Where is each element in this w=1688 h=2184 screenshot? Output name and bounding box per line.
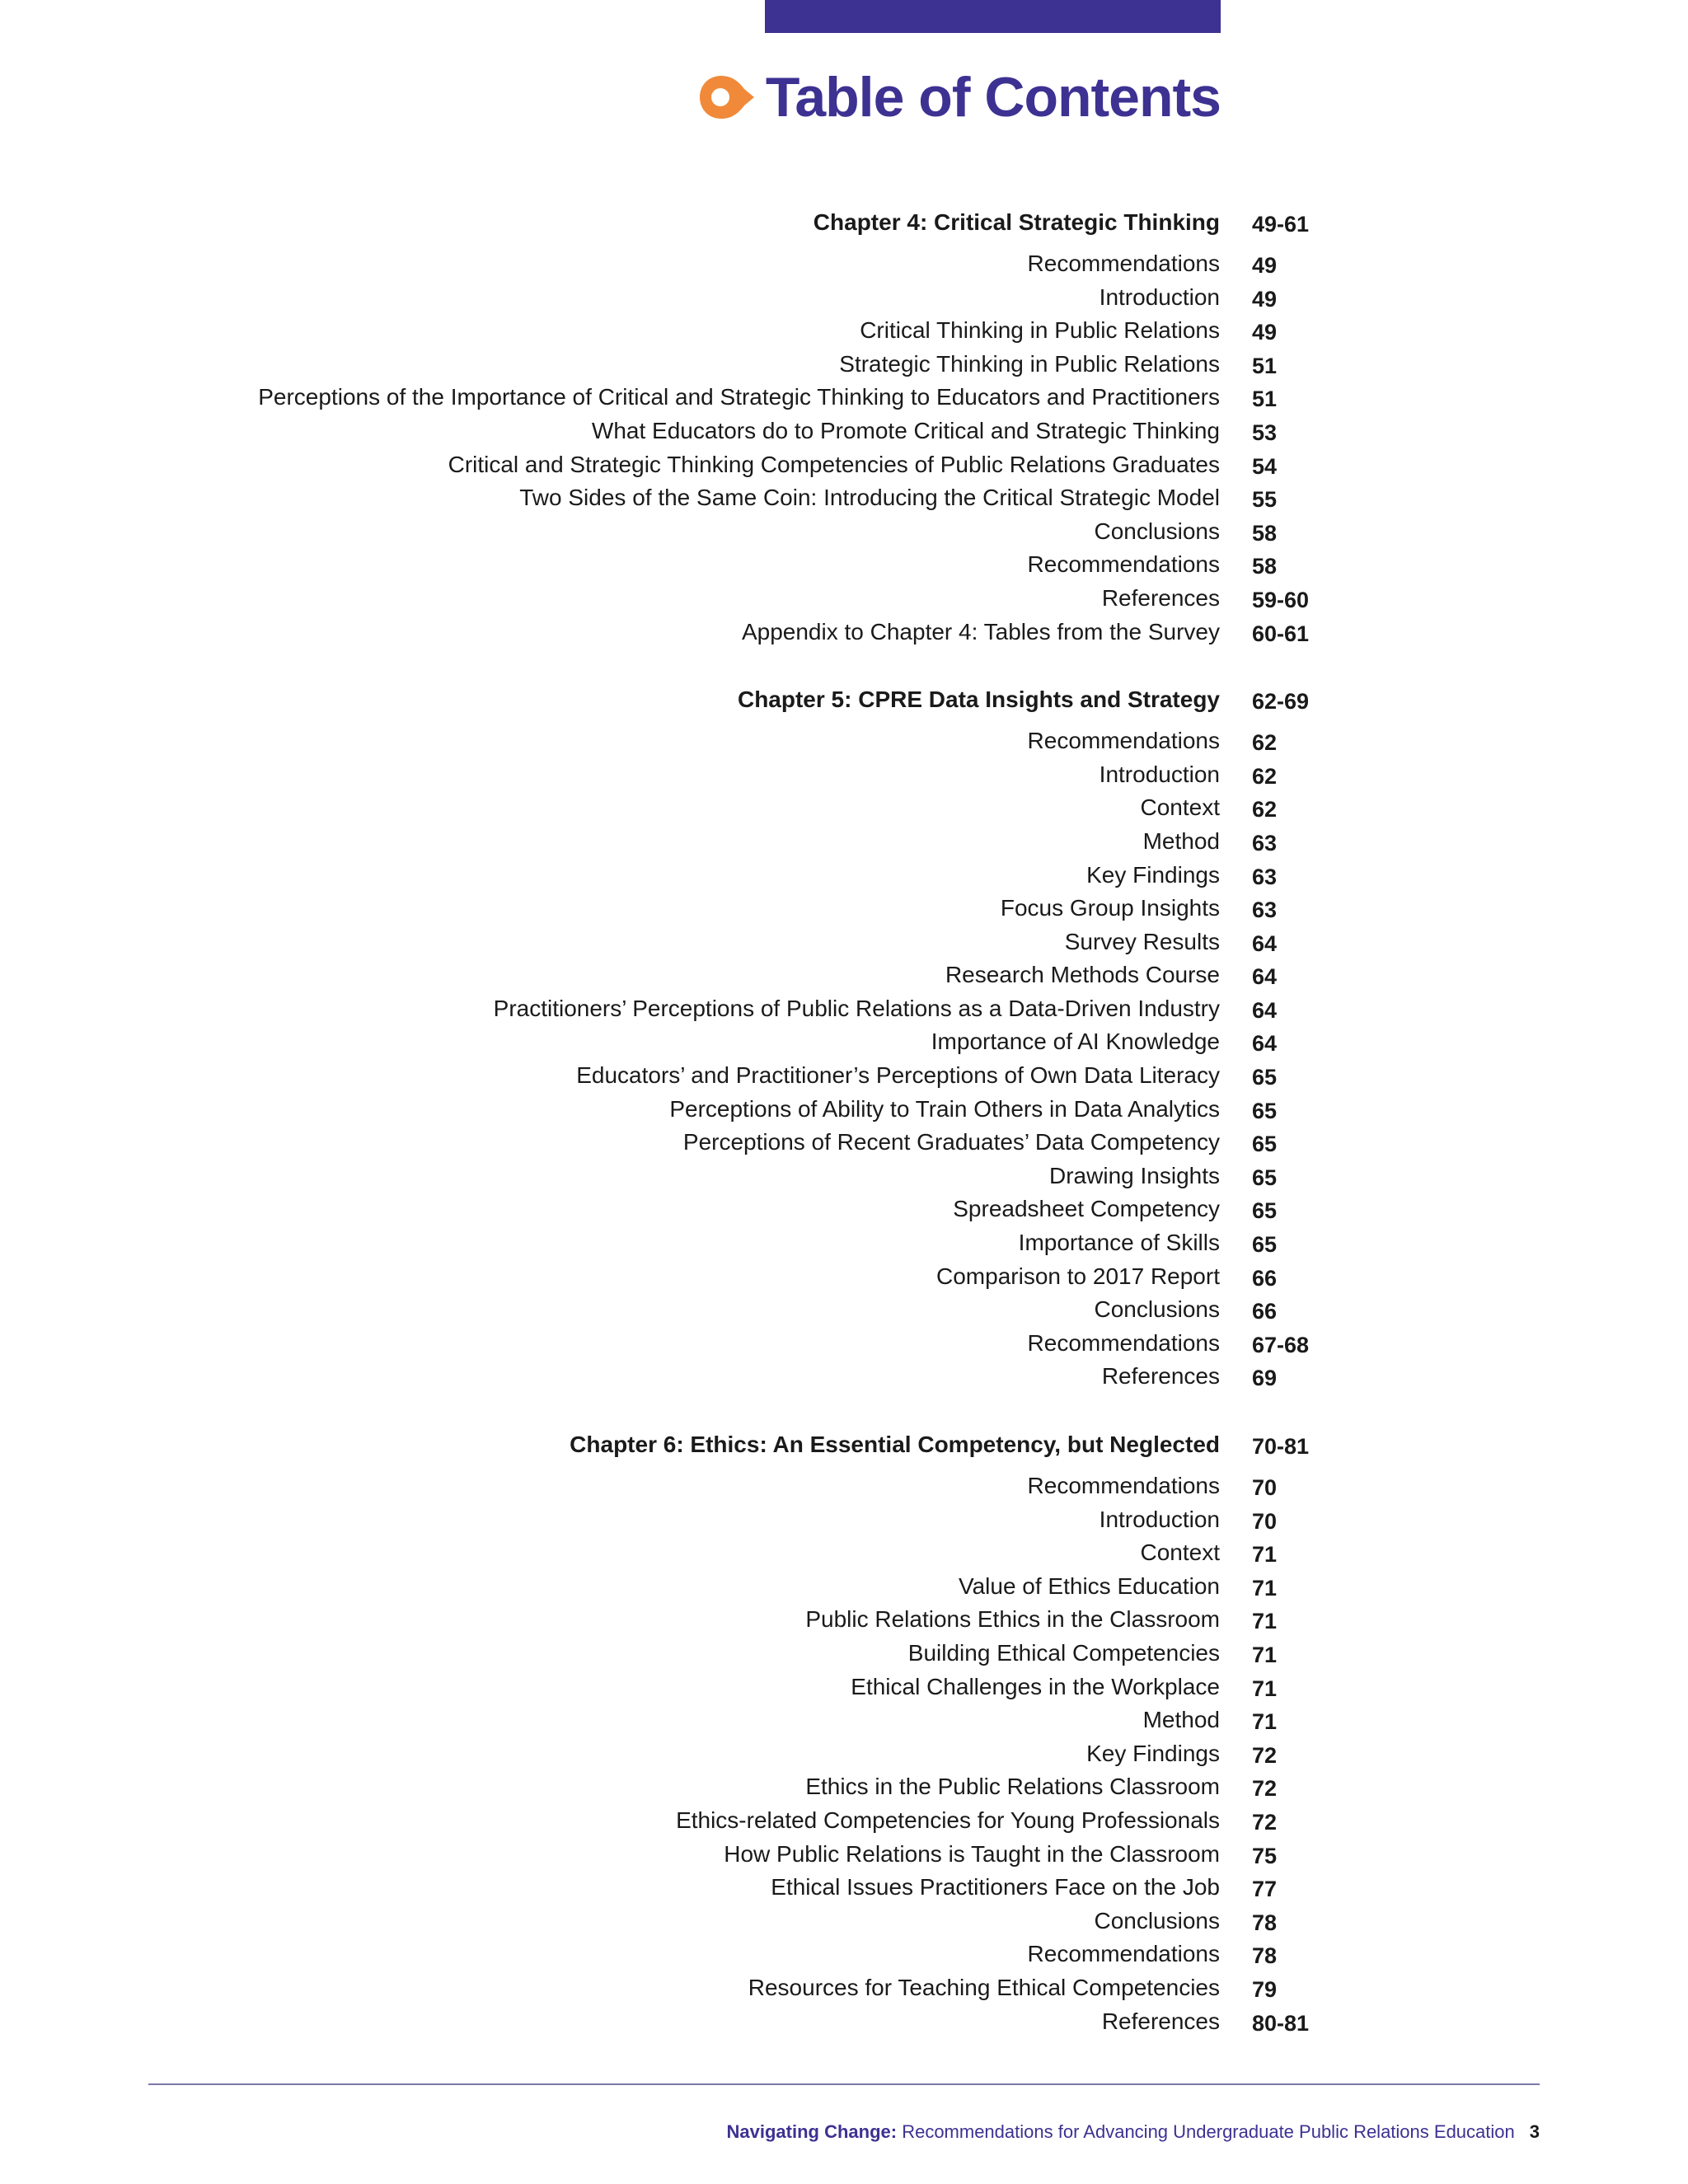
toc-entry-title: Perceptions of the Importance of Critical and Strategic Thinking to Educators and Practitioners bbox=[258, 384, 1220, 410]
toc-entry-title: Spreadsheet Competency bbox=[953, 1196, 1220, 1222]
toc-entry-page: 64 bbox=[1252, 997, 1278, 1023]
toc-entry-title: Ethics-related Competencies for Young Professionals bbox=[676, 1807, 1220, 1833]
toc-entry-page: 67-68 bbox=[1252, 1332, 1310, 1357]
toc-entry-page: 59-60 bbox=[1252, 587, 1310, 612]
toc-entry-title: Method bbox=[1142, 1707, 1220, 1733]
toc-entry[interactable] bbox=[0, 1871, 1688, 1905]
toc-entry-page: 64 bbox=[1252, 930, 1278, 956]
toc-entry[interactable] bbox=[0, 1260, 1688, 1294]
toc-entry-page: 54 bbox=[1252, 453, 1278, 479]
chapter-page-range: 70-81 bbox=[1252, 1434, 1310, 1459]
toc-entry-title: Ethics in the Public Relations Classroom bbox=[805, 1774, 1220, 1800]
chapter-page-range: 62-69 bbox=[1252, 689, 1310, 715]
toc-entry-title: Key Findings bbox=[1086, 1740, 1220, 1766]
toc-entry-page: 75 bbox=[1252, 1843, 1278, 1868]
toc-entry-page: 49 bbox=[1252, 253, 1278, 278]
toc-entry-page: 51 bbox=[1252, 387, 1278, 412]
toc-entry-title: How Public Relations is Taught in the Classroom bbox=[724, 1840, 1220, 1867]
toc-entry-title: Recommendations bbox=[1027, 251, 1220, 276]
toc-entry-title: Focus Group Insights bbox=[1000, 895, 1220, 921]
toc-entry-title: What Educators do to Promote Critical and Strategic Thinking bbox=[591, 417, 1220, 443]
chapter-title: Chapter 5: CPRE Data Insights and Strategy bbox=[737, 687, 1220, 713]
toc-entry-title: Recommendations bbox=[1027, 1473, 1220, 1498]
toc-entry-page: 80-81 bbox=[1252, 2010, 1310, 2036]
toc-entry-page: 71 bbox=[1252, 1709, 1278, 1735]
toc-entry-page: 72 bbox=[1252, 1742, 1278, 1768]
toc-entry[interactable] bbox=[0, 1637, 1688, 1671]
toc-entry-page: 69 bbox=[1252, 1366, 1278, 1391]
toc-entry-title: Introduction bbox=[1099, 1506, 1220, 1532]
page-footer bbox=[727, 2120, 1540, 2144]
toc-entry[interactable] bbox=[0, 616, 1688, 649]
toc-entry-page: 66 bbox=[1252, 1265, 1278, 1291]
toc-entry-title: References bbox=[1101, 1363, 1220, 1390]
toc-entry-title: Context bbox=[1140, 794, 1220, 821]
toc-chapter-section bbox=[0, 1428, 1688, 2038]
toc-entry-page: 78 bbox=[1252, 1910, 1278, 1935]
toc-entry-page: 51 bbox=[1252, 353, 1278, 378]
toc-entry-title: Introduction bbox=[1099, 761, 1220, 787]
toc-entry-title: Conclusions bbox=[1094, 1296, 1220, 1323]
toc-entry-title: Recommendations bbox=[1027, 551, 1220, 578]
toc-entry-page: 72 bbox=[1252, 1809, 1278, 1835]
toc-entry[interactable] bbox=[0, 1469, 1688, 1503]
toc-entry-title: Critical Thinking in Public Relations bbox=[860, 317, 1220, 344]
chapter-title: Chapter 4: Critical Strategic Thinking bbox=[813, 209, 1220, 235]
footer-divider bbox=[148, 2083, 1540, 2085]
toc-entry[interactable] bbox=[0, 1536, 1688, 1570]
toc-entry[interactable] bbox=[0, 1025, 1688, 1059]
toc-entry-title: Method bbox=[1142, 827, 1220, 854]
toc-entry[interactable] bbox=[0, 892, 1688, 926]
toc-entry-title: References bbox=[1101, 584, 1220, 611]
toc-entry[interactable] bbox=[0, 1160, 1688, 1193]
toc-entry[interactable] bbox=[0, 481, 1688, 515]
toc-entry[interactable] bbox=[0, 1737, 1688, 1771]
toc-entry-title: Drawing Insights bbox=[1049, 1162, 1220, 1188]
toc-entry[interactable] bbox=[0, 348, 1688, 382]
toc-entry-title: Value of Ethics Education bbox=[958, 1572, 1220, 1599]
toc-entry[interactable] bbox=[0, 1059, 1688, 1093]
toc-entry-title: Public Relations Ethics in the Classroom bbox=[805, 1606, 1220, 1633]
toc-entry-title: Strategic Thinking in Public Relations bbox=[839, 350, 1220, 377]
toc-entry-page: 63 bbox=[1252, 830, 1278, 855]
toc-entry[interactable] bbox=[0, 1938, 1688, 1971]
toc-entry[interactable] bbox=[0, 992, 1688, 1026]
toc-entry[interactable] bbox=[0, 582, 1688, 616]
toc-entry-page: 62 bbox=[1252, 730, 1278, 756]
toc-entry-page: 64 bbox=[1252, 1031, 1278, 1057]
toc-entry-page: 71 bbox=[1252, 1542, 1278, 1568]
toc-entry[interactable] bbox=[0, 825, 1688, 859]
toc-entry-page: 58 bbox=[1252, 520, 1278, 546]
toc-entry[interactable] bbox=[0, 1971, 1688, 2005]
toc-entry-title: Key Findings bbox=[1086, 861, 1220, 888]
toc-entry-title: Survey Results bbox=[1064, 928, 1220, 954]
toc-entry[interactable] bbox=[0, 1671, 1688, 1704]
toc-entry-title: Practitioners’ Perceptions of Public Relations as a Data-Driven Industry bbox=[493, 995, 1220, 1021]
toc-entry[interactable] bbox=[0, 1704, 1688, 1737]
toc-entry-page: 49 bbox=[1252, 286, 1278, 312]
toc-entry-title: Recommendations bbox=[1027, 728, 1220, 754]
toc-entry-title: Conclusions bbox=[1094, 518, 1220, 544]
toc-entry-title: Ethical Issues Practitioners Face on the Job bbox=[771, 1874, 1220, 1900]
toc-entry[interactable] bbox=[0, 247, 1688, 281]
toc-chapter-heading[interactable] bbox=[0, 1428, 1688, 1469]
header-accent-bar bbox=[765, 0, 1221, 33]
toc-entry[interactable] bbox=[0, 1193, 1688, 1226]
toc-entry-page: 65 bbox=[1252, 1065, 1278, 1090]
toc-entry[interactable] bbox=[0, 1293, 1688, 1327]
chapter-title: Chapter 6: Ethics: An Essential Competency, but Neglected bbox=[570, 1432, 1220, 1457]
toc-entry[interactable] bbox=[0, 1570, 1688, 1604]
footer-report-subtitle: Recommendations for Advancing Undergraduate Public Relations Education bbox=[897, 2121, 1515, 2142]
toc-entry[interactable] bbox=[0, 1503, 1688, 1537]
toc-entry-page: 65 bbox=[1252, 1198, 1278, 1224]
toc-entry-page: 71 bbox=[1252, 1609, 1278, 1634]
toc-chapter-heading[interactable] bbox=[0, 683, 1688, 724]
toc-entry[interactable] bbox=[0, 1603, 1688, 1637]
title-block bbox=[696, 56, 1221, 138]
toc-entry-title: Importance of Skills bbox=[1018, 1230, 1220, 1256]
toc-entry[interactable] bbox=[0, 548, 1688, 582]
toc-entry-page: 55 bbox=[1252, 487, 1278, 513]
toc-entry[interactable] bbox=[0, 859, 1688, 893]
toc-entry-title: Perceptions of Recent Graduates’ Data Competency bbox=[682, 1129, 1220, 1155]
location-pin-icon bbox=[696, 73, 756, 122]
footer-report-title: Navigating Change: bbox=[726, 2121, 898, 2142]
toc-entry[interactable] bbox=[0, 926, 1688, 959]
toc-entry-title: Conclusions bbox=[1094, 1907, 1220, 1933]
toc-entry-page: 79 bbox=[1252, 1976, 1278, 2002]
toc-entry[interactable] bbox=[0, 1770, 1688, 1804]
toc-entry-title: Resources for Teaching Ethical Competencies bbox=[748, 1974, 1220, 2000]
toc-entry[interactable] bbox=[0, 448, 1688, 482]
toc-entry[interactable] bbox=[0, 281, 1688, 315]
toc-entry[interactable] bbox=[0, 1905, 1688, 1938]
toc-entry-page: 77 bbox=[1252, 1877, 1278, 1902]
toc-entry-page: 65 bbox=[1252, 1132, 1278, 1157]
toc-entry[interactable] bbox=[0, 381, 1688, 415]
toc-entry-title: Appendix to Chapter 4: Tables from the Survey bbox=[741, 618, 1220, 644]
toc-entry-title: Two Sides of the Same Coin: Introducing the Critical Strategic Model bbox=[519, 485, 1220, 511]
toc-entry-page: 71 bbox=[1252, 1642, 1278, 1667]
toc-entry[interactable] bbox=[0, 1093, 1688, 1127]
toc-entry-title: Recommendations bbox=[1027, 1941, 1220, 1967]
chapter-page-range: 49-61 bbox=[1252, 212, 1310, 237]
toc-entry[interactable] bbox=[0, 758, 1688, 792]
toc-entry-page: 63 bbox=[1252, 864, 1278, 889]
toc-entry[interactable] bbox=[0, 958, 1688, 992]
toc-entry-page: 53 bbox=[1252, 419, 1278, 445]
toc-entry-title: Building Ethical Competencies bbox=[907, 1639, 1220, 1666]
toc-entry[interactable] bbox=[0, 415, 1688, 448]
toc-entry-title: Research Methods Course bbox=[945, 962, 1220, 988]
toc-entry-title: Educators’ and Practitioner’s Perceptions of Own Data Literacy bbox=[576, 1062, 1220, 1089]
page-title: Table of Contents bbox=[765, 66, 1221, 129]
toc-entry[interactable] bbox=[0, 2005, 1688, 2039]
toc-entry-page: 66 bbox=[1252, 1299, 1278, 1324]
toc-entry[interactable] bbox=[0, 1226, 1688, 1260]
toc-entry-page: 49 bbox=[1252, 320, 1278, 345]
toc-entry-page: 65 bbox=[1252, 1098, 1278, 1123]
toc-entry-title: Importance of AI Knowledge bbox=[931, 1029, 1220, 1055]
toc-entry[interactable] bbox=[0, 1804, 1688, 1838]
toc-chapter-section bbox=[0, 206, 1688, 649]
footer-page-number: 3 bbox=[1529, 2121, 1540, 2142]
toc-entry[interactable] bbox=[0, 1327, 1688, 1361]
toc-entry-title: Critical and Strategic Thinking Competencies of Public Relations Graduates bbox=[448, 451, 1220, 477]
toc-entry-page: 78 bbox=[1252, 1943, 1278, 1969]
toc-entry-page: 70 bbox=[1252, 1508, 1278, 1534]
toc-entry-page: 58 bbox=[1252, 554, 1278, 579]
toc-entry-page: 62 bbox=[1252, 763, 1278, 789]
toc-entry[interactable] bbox=[0, 515, 1688, 549]
toc-chapter-section bbox=[0, 683, 1688, 1394]
toc-entry[interactable] bbox=[0, 1126, 1688, 1160]
toc-entry-page: 60-61 bbox=[1252, 621, 1310, 646]
toc-entry[interactable] bbox=[0, 1360, 1688, 1394]
toc-entry[interactable] bbox=[0, 724, 1688, 758]
toc-entry-title: Comparison to 2017 Report bbox=[936, 1263, 1220, 1289]
toc-entry[interactable] bbox=[0, 314, 1688, 348]
toc-entry-page: 64 bbox=[1252, 964, 1278, 990]
toc-entry-title: Introduction bbox=[1099, 284, 1220, 310]
toc-entry-page: 71 bbox=[1252, 1675, 1278, 1701]
toc-entry-page: 70 bbox=[1252, 1475, 1278, 1500]
toc-entry-page: 62 bbox=[1252, 797, 1278, 823]
toc-entry[interactable] bbox=[0, 1838, 1688, 1872]
table-of-contents bbox=[0, 206, 1688, 2073]
toc-entry-page: 71 bbox=[1252, 1575, 1278, 1601]
toc-entry-page: 65 bbox=[1252, 1232, 1278, 1258]
toc-entry-page: 63 bbox=[1252, 898, 1278, 923]
toc-entry-page: 72 bbox=[1252, 1776, 1278, 1802]
toc-chapter-heading[interactable] bbox=[0, 206, 1688, 247]
toc-entry-page: 65 bbox=[1252, 1165, 1278, 1190]
toc-entry-title: Context bbox=[1140, 1540, 1220, 1566]
toc-entry-title: Ethical Challenges in the Workplace bbox=[851, 1673, 1220, 1699]
toc-entry-title: Perceptions of Ability to Train Others in Data Analytics bbox=[669, 1095, 1220, 1122]
toc-entry-title: Recommendations bbox=[1027, 1329, 1220, 1356]
toc-entry-title: References bbox=[1101, 2008, 1220, 2034]
toc-entry[interactable] bbox=[0, 791, 1688, 825]
